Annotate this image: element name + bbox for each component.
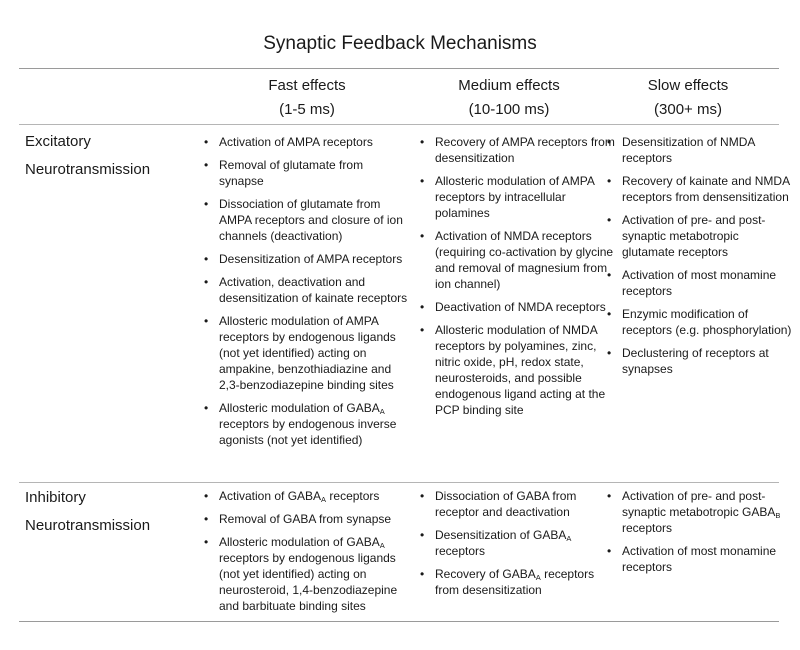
list-item: • Dissociation of glutamate from AMPA receptors and closure of ion channels (deactivation) bbox=[219, 196, 409, 244]
item-text: Desensitization of GABA bbox=[435, 528, 567, 542]
cell-excitatory-fast bbox=[202, 134, 409, 455]
cell-inhibitory-fast bbox=[202, 488, 409, 621]
list-item: • Recovery of AMPA receptors from desensitization bbox=[435, 134, 615, 166]
cell-excitatory-medium bbox=[418, 134, 615, 425]
list-item: • Declustering of receptors at synapses bbox=[622, 345, 792, 377]
row-label: Inhibitory bbox=[25, 489, 86, 506]
subscript: A bbox=[535, 573, 541, 582]
header-rule bbox=[19, 124, 779, 125]
list-item bbox=[219, 488, 409, 504]
item-text: receptors by endogenous inverse agonists (not yet identified) bbox=[219, 417, 397, 447]
item-text: Activation of GABA bbox=[219, 489, 322, 503]
row-label: Neurotransmission bbox=[25, 517, 151, 534]
list-item: • Activation of most monamine receptors bbox=[622, 543, 792, 575]
column-range: (10-100 ms) bbox=[468, 101, 550, 118]
list-item bbox=[219, 534, 409, 614]
list-item bbox=[435, 566, 615, 598]
list-item: • Recovery of kainate and NMDA receptors from densensitization bbox=[622, 173, 792, 205]
list-item bbox=[435, 527, 615, 559]
column-name: Fast effects bbox=[268, 77, 346, 94]
list-item: • Activation of NMDA receptors (requiring co-activation by glycine and removal of magnesium from ion channel) bbox=[435, 228, 615, 292]
table-title: Synaptic Feedback Mechanisms bbox=[263, 33, 537, 54]
list-item: • Activation, deactivation and desensitization of kainate receptors bbox=[219, 274, 409, 306]
list-item: • Removal of GABA from synapse bbox=[219, 511, 409, 527]
list-item: • Allosteric modulation of AMPA receptors by endogenous ligands (not yet identified) acting on ampakine, benzothiadiazine and 2,3-benzodiazepine binding sites bbox=[219, 313, 409, 393]
column-name: Medium effects bbox=[458, 77, 560, 94]
subscript: A bbox=[566, 534, 572, 543]
column-range: (300+ ms) bbox=[654, 101, 722, 118]
list-item: • Dissociation of GABA from receptor and deactivation bbox=[435, 488, 615, 520]
column-range: (1-5 ms) bbox=[279, 101, 335, 118]
list-item: • Desensitization of NMDA receptors bbox=[622, 134, 792, 166]
row-label: Excitatory bbox=[25, 133, 91, 150]
bottom-rule bbox=[19, 621, 779, 622]
column-name: Slow effects bbox=[647, 77, 729, 94]
list-item: • Desensitization of AMPA receptors bbox=[219, 251, 409, 267]
column-header-medium bbox=[414, 74, 604, 122]
item-text: Activation of pre- and post-synaptic metabotropic GABA bbox=[622, 489, 776, 519]
row-divider bbox=[19, 482, 779, 483]
list-item: • Removal of glutamate from synapse bbox=[219, 157, 409, 189]
list-item bbox=[622, 488, 792, 536]
subscript: A bbox=[379, 407, 385, 416]
list-item: • Activation of pre- and post-synaptic metabotropic glutamate receptors bbox=[622, 212, 792, 260]
list-item: • Deactivation of NMDA receptors bbox=[435, 299, 615, 315]
cell-excitatory-slow bbox=[605, 134, 792, 384]
list-item: • Allosteric modulation of NMDA receptors by polyamines, zinc, nitric oxide, pH, redox state, neurosteroids, and possible endogenous ligand acting at the PCP binding site bbox=[435, 322, 615, 418]
list-item bbox=[219, 400, 409, 448]
item-text: Allosteric modulation of GABA bbox=[219, 401, 380, 415]
row-header-inhibitory bbox=[25, 484, 195, 540]
list-item: • Activation of most monamine receptors bbox=[622, 267, 792, 299]
item-text: Recovery of GABA bbox=[435, 567, 536, 581]
subscript: A bbox=[379, 541, 385, 550]
column-header-slow bbox=[593, 74, 783, 122]
item-text: receptors by endogenous ligands (not yet identified) acting on neurosteroid, 1,4-benzodiazepine and barbituate binding sites bbox=[219, 551, 398, 613]
row-label: Neurotransmission bbox=[25, 161, 151, 178]
subscript: A bbox=[321, 495, 327, 504]
item-text: receptors bbox=[326, 489, 380, 503]
column-header-fast bbox=[212, 74, 402, 122]
list-item: • Allosteric modulation of AMPA receptors by intracellular polamines bbox=[435, 173, 615, 221]
item-text: receptors bbox=[622, 521, 673, 535]
item-text: receptors from desensitization bbox=[435, 567, 595, 597]
cell-inhibitory-medium bbox=[418, 488, 615, 605]
row-header-excitatory bbox=[25, 128, 195, 184]
list-item: • Activation of AMPA receptors bbox=[219, 134, 409, 150]
list-item: • Enzymic modification of receptors (e.g. phosphorylation) bbox=[622, 306, 792, 338]
item-text: receptors bbox=[435, 544, 486, 558]
cell-inhibitory-slow bbox=[605, 488, 792, 582]
item-text: Allosteric modulation of GABA bbox=[219, 535, 380, 549]
subscript: B bbox=[775, 511, 781, 520]
top-rule bbox=[19, 68, 779, 69]
